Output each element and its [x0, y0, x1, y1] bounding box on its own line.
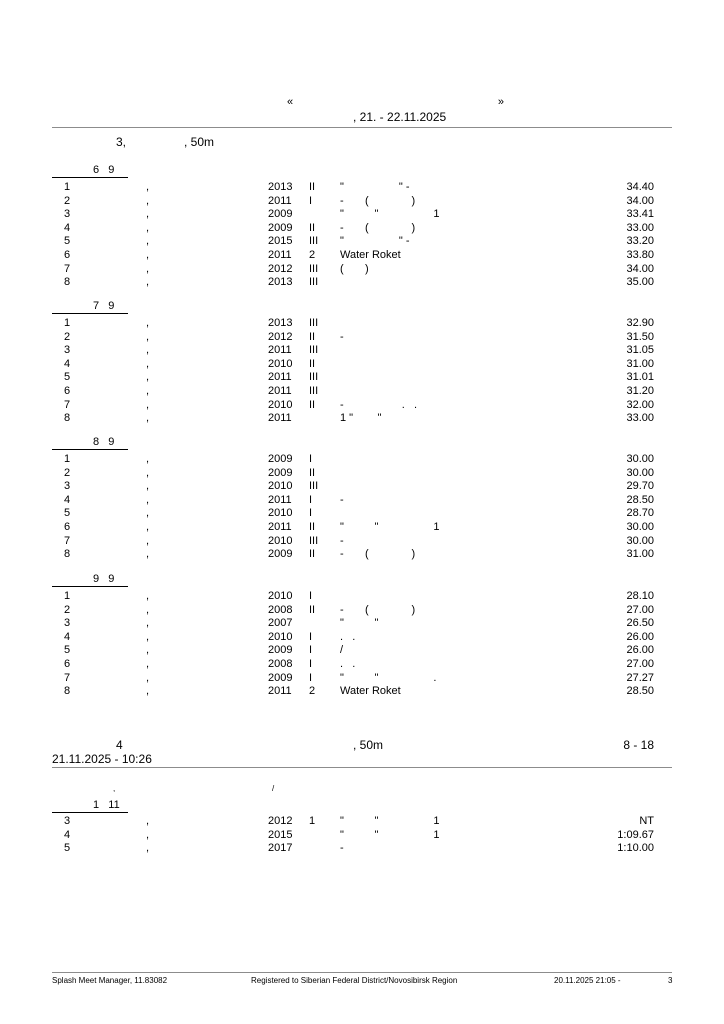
team-cell: " " 1	[340, 521, 440, 533]
place-cell: 8	[64, 412, 71, 425]
name-cell: ,	[146, 603, 150, 616]
year-cell: 2013	[268, 181, 293, 193]
time-cell: 34.00	[626, 262, 654, 275]
time-cell: 27.00	[626, 658, 654, 670]
name-cell: ,	[146, 828, 150, 841]
time-cell: 31.50	[626, 330, 654, 343]
time-cell: 33.00	[626, 412, 654, 425]
name-cell: ,	[146, 685, 150, 698]
name-cell: ,	[146, 194, 150, 207]
year-cell: 2009	[268, 671, 293, 684]
place-cell: 6	[64, 521, 71, 533]
class-cell: III	[309, 276, 319, 289]
place-cell: 1	[64, 317, 71, 329]
time-cell: 28.10	[626, 590, 654, 602]
place-cell: 1	[64, 453, 71, 465]
name-cell: ,	[146, 453, 150, 465]
place-cell: 8	[64, 685, 71, 698]
place-cell: 4	[64, 630, 71, 643]
footer-printed-date: 20.11.2025 21:05 -	[554, 976, 621, 985]
event4-distance: , 50m	[353, 738, 384, 752]
time-cell: 33.00	[626, 221, 654, 234]
place-cell: 5	[64, 235, 71, 248]
team-cell: " " .	[340, 671, 437, 684]
class-cell: II	[309, 181, 316, 193]
class-cell: III	[309, 317, 319, 329]
year-cell: 2013	[268, 317, 293, 329]
team-cell: . .	[340, 630, 356, 643]
time-cell: 31.05	[626, 344, 654, 357]
team-cell: -	[340, 842, 344, 855]
heat-label: 8 9	[93, 436, 115, 448]
name-cell: ,	[146, 521, 150, 533]
place-cell: 2	[64, 603, 71, 616]
year-cell: 2011	[268, 521, 292, 533]
time-cell: 26.00	[626, 630, 654, 643]
time-cell: 27.00	[626, 603, 654, 616]
place-cell: 3	[64, 344, 71, 357]
class-cell: I	[309, 630, 313, 643]
year-cell: 2015	[268, 235, 293, 248]
name-cell: ,	[146, 249, 150, 261]
event4-heat-underline	[52, 812, 128, 813]
time-cell: 30.00	[626, 453, 654, 465]
year-cell: 2009	[268, 208, 293, 221]
event3-number: 3,	[116, 135, 127, 149]
time-cell: 33.41	[626, 208, 654, 221]
year-cell: 2010	[268, 480, 293, 493]
class-cell: II	[309, 521, 316, 533]
time-cell: 28.70	[626, 507, 654, 520]
place-cell: 4	[64, 221, 71, 234]
team-cell: ( )	[340, 262, 369, 275]
time-cell: 1:10.00	[617, 842, 654, 855]
event4-datetime: 21.11.2025 - 10:26	[52, 752, 152, 766]
name-cell: ,	[146, 208, 150, 221]
year-cell: 2011	[268, 194, 292, 207]
class-cell: II	[309, 466, 316, 479]
time-cell: 30.00	[626, 534, 654, 547]
team-cell: Water Roket	[340, 685, 401, 698]
place-cell: 8	[64, 276, 71, 289]
heat-label: 9 9	[93, 573, 115, 585]
name-cell: ,	[146, 842, 150, 855]
event4-divider	[52, 767, 672, 768]
year-cell: 2011	[268, 412, 292, 425]
name-cell: ,	[146, 590, 150, 602]
team-cell: " " 1	[340, 815, 440, 827]
place-cell: 3	[64, 480, 71, 493]
heat-label: 6 9	[93, 164, 115, 176]
heat-underline	[52, 449, 128, 450]
year-cell: 2017	[268, 842, 293, 855]
year-cell: 2008	[268, 658, 293, 670]
name-cell: ,	[146, 671, 150, 684]
name-cell: ,	[146, 644, 150, 657]
time-cell: 31.00	[626, 357, 654, 370]
footer-registration: Registered to Siberian Federal District/Novosibirsk Region	[251, 976, 458, 985]
year-cell: 2015	[268, 828, 293, 841]
year-cell: 2009	[268, 548, 293, 561]
place-cell: 1	[64, 590, 71, 602]
class-cell: III	[309, 480, 319, 493]
class-cell: II	[309, 548, 316, 561]
event4-column-hint-left: ,	[113, 784, 116, 793]
class-cell: II	[309, 398, 316, 411]
place-cell: 4	[64, 357, 71, 370]
year-cell: 2007	[268, 617, 293, 630]
place-cell: 3	[64, 815, 71, 827]
time-cell: 32.00	[626, 398, 654, 411]
name-cell: ,	[146, 548, 150, 561]
place-cell: 2	[64, 330, 71, 343]
place-cell: 6	[64, 249, 71, 261]
team-cell: . .	[340, 658, 356, 670]
place-cell: 1	[64, 181, 71, 193]
footer-divider	[52, 972, 672, 973]
name-cell: ,	[146, 815, 150, 827]
year-cell: 2011	[268, 249, 292, 261]
name-cell: ,	[146, 493, 150, 506]
year-cell: 2008	[268, 603, 293, 616]
name-cell: ,	[146, 398, 150, 411]
team-cell: /	[340, 644, 344, 657]
time-cell: 35.00	[626, 276, 654, 289]
event4-number: 4	[116, 738, 123, 752]
place-cell: 8	[64, 548, 71, 561]
year-cell: 2010	[268, 534, 293, 547]
time-cell: 28.50	[626, 493, 654, 506]
time-cell: 31.20	[626, 385, 654, 397]
year-cell: 2010	[268, 398, 293, 411]
name-cell: ,	[146, 262, 150, 275]
place-cell: 7	[64, 398, 71, 411]
team-cell: - . .	[340, 398, 418, 411]
footer-software: Splash Meet Manager, 11.83082	[52, 976, 168, 985]
team-cell: -	[340, 493, 344, 506]
time-cell: 33.80	[626, 249, 654, 261]
class-cell: II	[309, 357, 316, 370]
team-cell: " " -	[340, 181, 410, 193]
team-cell: " "	[340, 617, 379, 630]
place-cell: 7	[64, 262, 71, 275]
class-cell: III	[309, 371, 319, 384]
team-cell: - ( )	[340, 548, 416, 561]
time-cell: 28.50	[626, 685, 654, 698]
class-cell: III	[309, 235, 319, 248]
class-cell: I	[309, 658, 313, 670]
event3-distance: , 50m	[184, 135, 215, 149]
name-cell: ,	[146, 317, 150, 329]
place-cell: 7	[64, 671, 71, 684]
team-cell: " " -	[340, 235, 410, 248]
event4-column-hint-mid: /	[272, 784, 275, 793]
name-cell: ,	[146, 385, 150, 397]
class-cell: III	[309, 534, 319, 547]
year-cell: 2011	[268, 385, 292, 397]
name-cell: ,	[146, 344, 150, 357]
place-cell: 5	[64, 371, 71, 384]
year-cell: 2012	[268, 815, 293, 827]
class-cell: I	[309, 671, 313, 684]
class-cell: II	[309, 330, 316, 343]
year-cell: 2011	[268, 493, 292, 506]
place-cell: 6	[64, 385, 71, 397]
heat-underline	[52, 586, 128, 587]
year-cell: 2009	[268, 466, 293, 479]
year-cell: 2009	[268, 453, 293, 465]
year-cell: 2010	[268, 507, 293, 520]
name-cell: ,	[146, 658, 150, 670]
heat-underline	[52, 313, 128, 314]
time-cell: 30.00	[626, 521, 654, 533]
name-cell: ,	[146, 630, 150, 643]
name-cell: ,	[146, 330, 150, 343]
name-cell: ,	[146, 371, 150, 384]
team-cell: " " 1	[340, 828, 440, 841]
year-cell: 2013	[268, 276, 293, 289]
place-cell: 3	[64, 208, 71, 221]
team-cell: -	[340, 330, 344, 343]
name-cell: ,	[146, 617, 150, 630]
name-cell: ,	[146, 357, 150, 370]
year-cell: 2012	[268, 262, 293, 275]
class-cell: III	[309, 385, 319, 397]
place-cell: 2	[64, 194, 71, 207]
competition-dates: , 21. - 22.11.2025	[353, 110, 447, 124]
time-cell: 26.50	[626, 617, 654, 630]
class-cell: I	[309, 507, 313, 520]
name-cell: ,	[146, 235, 150, 248]
name-cell: ,	[146, 466, 150, 479]
name-cell: ,	[146, 412, 150, 425]
name-cell: ,	[146, 221, 150, 234]
event4-age-group: 8 - 18	[623, 738, 654, 752]
class-cell: III	[309, 262, 319, 275]
competition-title: « »	[287, 96, 504, 108]
year-cell: 2010	[268, 590, 293, 602]
place-cell: 5	[64, 507, 71, 520]
heat-underline	[52, 177, 128, 178]
place-cell: 5	[64, 644, 71, 657]
time-cell: 29.70	[626, 480, 654, 493]
time-cell: 30.00	[626, 466, 654, 479]
name-cell: ,	[146, 181, 150, 193]
time-cell: 26.00	[626, 644, 654, 657]
time-cell: 27.27	[626, 671, 654, 684]
footer-page-number: 3	[668, 976, 673, 985]
year-cell: 2009	[268, 221, 293, 234]
class-cell: 1	[309, 815, 316, 827]
place-cell: 2	[64, 466, 71, 479]
team-cell: " " 1	[340, 208, 440, 221]
year-cell: 2011	[268, 344, 292, 357]
class-cell: 2	[309, 685, 316, 698]
year-cell: 2012	[268, 330, 293, 343]
time-cell: 33.20	[626, 235, 654, 248]
year-cell: 2011	[268, 371, 292, 384]
place-cell: 7	[64, 534, 71, 547]
name-cell: ,	[146, 276, 150, 289]
time-cell: 32.90	[626, 317, 654, 329]
class-cell: 2	[309, 249, 316, 261]
class-cell: II	[309, 603, 316, 616]
team-cell: 1 " "	[340, 412, 382, 425]
heat-label: 7 9	[93, 300, 115, 312]
team-cell: - ( )	[340, 603, 416, 616]
place-cell: 3	[64, 617, 71, 630]
place-cell: 4	[64, 828, 71, 841]
time-cell: 31.01	[626, 371, 654, 384]
time-cell: 34.00	[626, 194, 654, 207]
team-cell: Water Roket	[340, 249, 401, 261]
place-cell: 4	[64, 493, 71, 506]
class-cell: I	[309, 590, 313, 602]
year-cell: 2010	[268, 357, 293, 370]
class-cell: I	[309, 194, 313, 207]
name-cell: ,	[146, 534, 150, 547]
class-cell: III	[309, 344, 319, 357]
team-cell: - ( )	[340, 221, 416, 234]
time-cell: NT	[639, 815, 654, 827]
team-cell: - ( )	[340, 194, 416, 207]
team-cell: -	[340, 534, 344, 547]
time-cell: 1:09.67	[617, 828, 654, 841]
class-cell: II	[309, 221, 316, 234]
name-cell: ,	[146, 480, 150, 493]
place-cell: 5	[64, 842, 71, 855]
year-cell: 2009	[268, 644, 293, 657]
name-cell: ,	[146, 507, 150, 520]
time-cell: 31.00	[626, 548, 654, 561]
event4-heat-label: 1 11	[93, 799, 120, 811]
class-cell: I	[309, 453, 313, 465]
header-divider	[52, 127, 672, 128]
year-cell: 2011	[268, 685, 292, 698]
class-cell: I	[309, 493, 313, 506]
year-cell: 2010	[268, 630, 293, 643]
place-cell: 6	[64, 658, 71, 670]
time-cell: 34.40	[626, 181, 654, 193]
class-cell: I	[309, 644, 313, 657]
